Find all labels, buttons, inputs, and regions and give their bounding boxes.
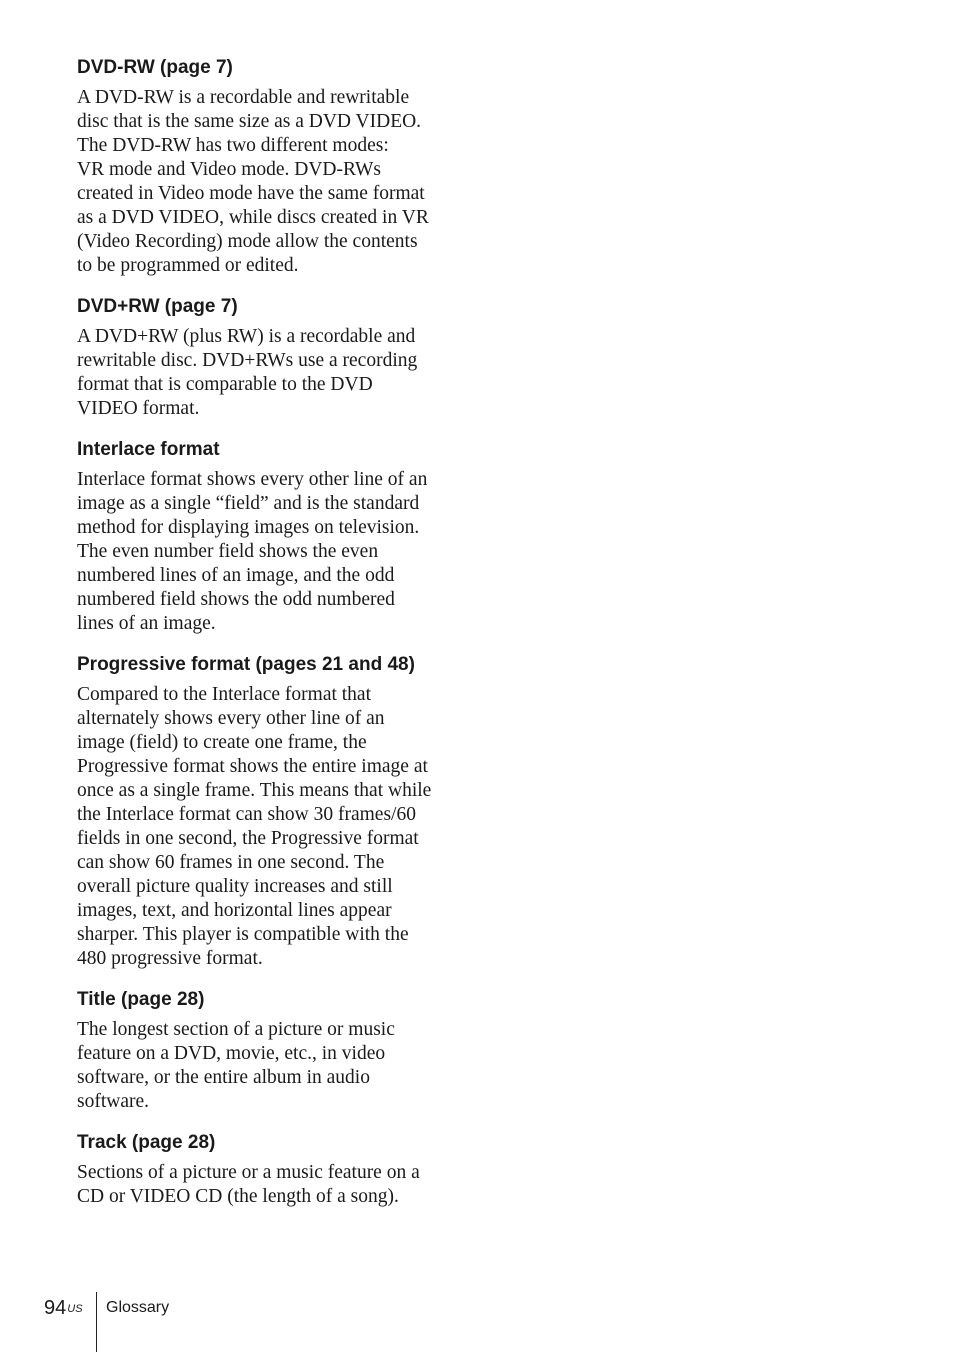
definition-line: sharper. This player is compatible with the bbox=[77, 924, 409, 945]
definition-line: The DVD-RW has two different modes: bbox=[77, 135, 389, 156]
glossary-column bbox=[77, 56, 447, 1226]
glossary-definition bbox=[77, 1018, 447, 1114]
definition-line: VR mode and Video mode. DVD-RWs bbox=[77, 159, 381, 180]
definition-line: image as a single “field” and is the standard bbox=[77, 493, 420, 514]
glossary-definition bbox=[77, 1161, 447, 1209]
definition-line: image (field) to create one frame, the bbox=[77, 732, 367, 753]
section-label: Glossary bbox=[106, 1299, 170, 1316]
definition-line: alternately shows every other line of an bbox=[77, 708, 385, 729]
glossary-term: Progressive format (pages 21 and 48) bbox=[77, 654, 415, 675]
glossary-entry-track bbox=[77, 1131, 447, 1209]
definition-line: The even number field shows the even bbox=[77, 541, 379, 562]
glossary-term: Interlace format bbox=[77, 439, 220, 460]
page-number bbox=[44, 1296, 83, 1320]
glossary-term: Title (page 28) bbox=[77, 989, 205, 1010]
definition-line: Interlace format shows every other line of an bbox=[77, 469, 428, 490]
definition-line: software, or the entire album in audio bbox=[77, 1067, 370, 1088]
glossary-entry-dvd-rw bbox=[77, 56, 447, 278]
footer-divider bbox=[96, 1292, 97, 1352]
definition-line: A DVD-RW is a recordable and rewritable bbox=[77, 87, 410, 108]
definition-line: VIDEO format. bbox=[77, 398, 200, 419]
definition-line: numbered lines of an image, and the odd bbox=[77, 565, 395, 586]
definition-line: Progressive format shows the entire image at bbox=[77, 756, 428, 777]
glossary-entry-dvd-plus-rw bbox=[77, 295, 447, 421]
page-region-suffix: US bbox=[67, 1303, 83, 1315]
definition-line: fields in one second, the Progressive format bbox=[77, 828, 419, 849]
definition-line: created in Video mode have the same format bbox=[77, 183, 425, 204]
glossary-definition bbox=[77, 86, 447, 278]
definition-line: to be programmed or edited. bbox=[77, 255, 299, 276]
glossary-definition bbox=[77, 325, 447, 421]
glossary-definition bbox=[77, 683, 447, 971]
definition-line: the Interlace format can show 30 frames/60 bbox=[77, 804, 416, 825]
definition-line: A DVD+RW (plus RW) is a recordable and bbox=[77, 326, 416, 347]
definition-line: 480 progressive format. bbox=[77, 948, 263, 969]
definition-line: overall picture quality increases and still bbox=[77, 876, 393, 897]
definition-line: images, text, and horizontal lines appear bbox=[77, 900, 392, 921]
definition-line: format that is comparable to the DVD bbox=[77, 374, 373, 395]
glossary-entry-title bbox=[77, 988, 447, 1114]
definition-line: once as a single frame. This means that while bbox=[77, 780, 432, 801]
definition-line: numbered field shows the odd numbered bbox=[77, 589, 395, 610]
definition-line: software. bbox=[77, 1091, 150, 1112]
definition-line: CD or VIDEO CD (the length of a song). bbox=[77, 1186, 399, 1207]
definition-line: can show 60 frames in one second. The bbox=[77, 852, 385, 873]
definition-line: Compared to the Interlace format that bbox=[77, 684, 372, 705]
definition-line: disc that is the same size as a DVD VIDEO. bbox=[77, 111, 422, 132]
page-number-value: 94 bbox=[44, 1297, 67, 1319]
glossary-entry-interlace-format bbox=[77, 438, 447, 636]
glossary-term: DVD-RW (page 7) bbox=[77, 57, 233, 78]
glossary-term: DVD+RW (page 7) bbox=[77, 296, 238, 317]
definition-line: method for displaying images on television. bbox=[77, 517, 420, 538]
glossary-entry-progressive-format bbox=[77, 653, 447, 971]
definition-line: lines of an image. bbox=[77, 613, 216, 634]
definition-line: (Video Recording) mode allow the contents bbox=[77, 231, 418, 252]
definition-line: The longest section of a picture or music bbox=[77, 1019, 395, 1040]
glossary-definition bbox=[77, 468, 447, 636]
definition-line: rewritable disc. DVD+RWs use a recording bbox=[77, 350, 418, 371]
definition-line: feature on a DVD, movie, etc., in video bbox=[77, 1043, 386, 1064]
definition-line: Sections of a picture or a music feature on a bbox=[77, 1162, 420, 1183]
definition-line: as a DVD VIDEO, while discs created in VR bbox=[77, 207, 429, 228]
glossary-term: Track (page 28) bbox=[77, 1132, 216, 1153]
